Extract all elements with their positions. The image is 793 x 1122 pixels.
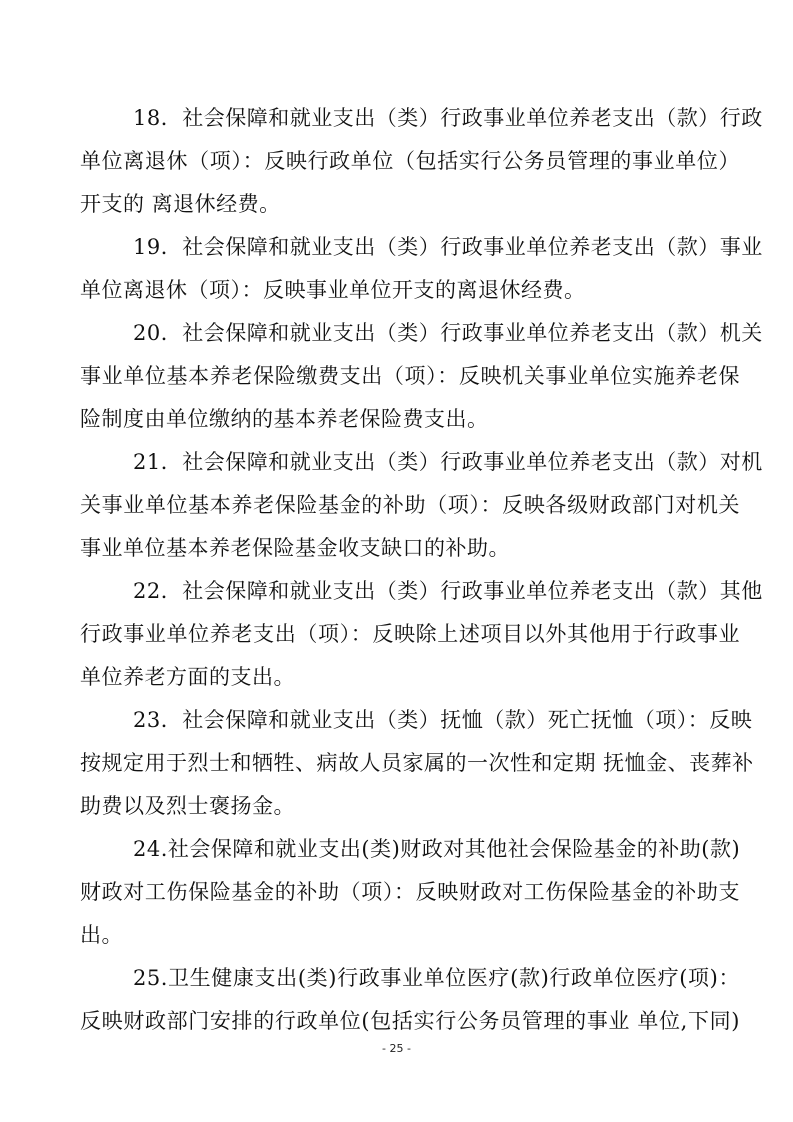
- paragraph-24-line-2: 财政对工伤保险基金的补助（项）：反映财政对工伤保险基金的补助支: [80, 880, 740, 904]
- paragraph-23-line-3: 助费以及烈士褒扬金。: [80, 794, 295, 818]
- paragraph-20-line-3: 险制度由单位缴纳的基本养老保险费支出。: [80, 407, 489, 431]
- paragraph-20-line-2: 事业单位基本养老保险缴费支出（项）：反映机关事业单位实施养老保: [80, 364, 740, 388]
- paragraph-24-line-1: 24.社会保障和就业支出(类)财政对其他社会保险基金的补助(款): [133, 837, 741, 861]
- paragraph-21-line-1: 21．社会保障和就业支出（类）行政事业单位养老支出（款）对机: [133, 450, 763, 474]
- paragraph-25-line-1: 25.卫生健康支出(类)行政事业单位医疗(款)行政单位医疗(项)：: [133, 966, 740, 990]
- paragraph-23-line-2: 按规定用于烈士和牺牲、病故人员家属的一次性和定期 抚恤金、丧葬补: [80, 751, 754, 775]
- paragraph-19-line-1: 19．社会保障和就业支出（类）行政事业单位养老支出（款）事业: [133, 235, 763, 259]
- paragraph-18-line-2: 单位离退休（项）：反映行政单位（包括实行公务员管理的事业单位）: [80, 149, 740, 173]
- paragraph-22-line-2: 行政事业单位养老支出（项）：反映除上述项目以外其他用于行政事业: [80, 622, 740, 646]
- paragraph-23-line-1: 23．社会保障和就业支出（类）抚恤（款）死亡抚恤（项）：反映: [133, 708, 753, 732]
- page-number: - 25 -: [382, 1042, 411, 1055]
- paragraph-21-line-3: 事业单位基本养老保险基金收支缺口的补助。: [80, 536, 510, 560]
- paragraph-22-line-3: 单位养老方面的支出。: [80, 665, 295, 689]
- paragraph-19-line-2: 单位离退休（项）：反映事业单位开支的离退休经费。: [80, 278, 586, 302]
- paragraph-25-line-2: 反映财政部门安排的行政单位(包括实行公务员管理的事业 单位,下同): [80, 1009, 740, 1033]
- paragraph-24-line-3: 出。: [80, 923, 123, 947]
- paragraph-22-line-1: 22．社会保障和就业支出（类）行政事业单位养老支出（款）其他: [133, 579, 763, 603]
- paragraph-18-line-1: 18．社会保障和就业支出（类）行政事业单位养老支出（款）行政: [133, 106, 763, 130]
- paragraph-20-line-1: 20．社会保障和就业支出（类）行政事业单位养老支出（款）机关: [133, 321, 763, 345]
- paragraph-21-line-2: 关事业单位基本养老保险基金的补助（项）：反映各级财政部门对机关: [80, 493, 740, 517]
- paragraph-18-line-3: 开支的 离退休经费。: [80, 192, 281, 216]
